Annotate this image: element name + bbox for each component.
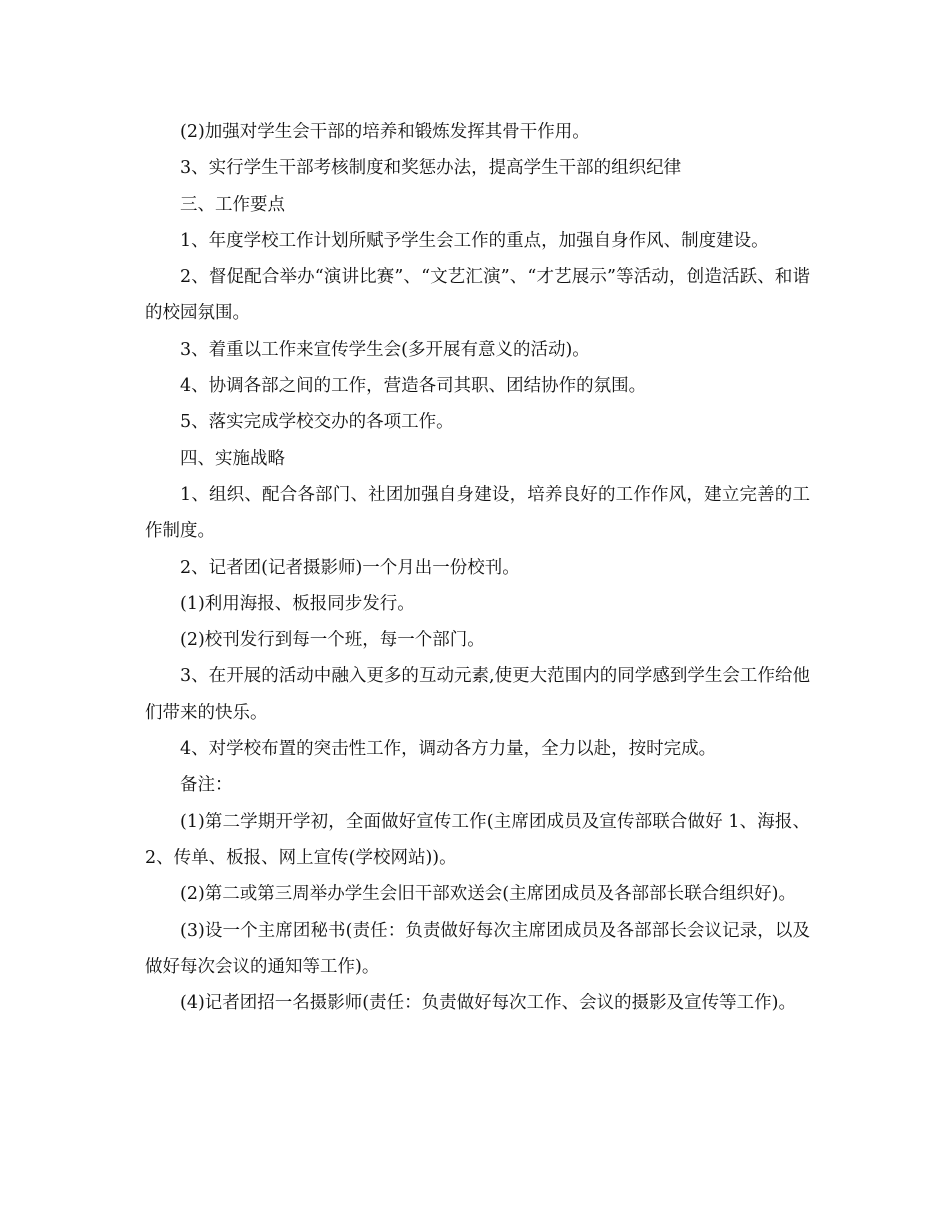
section-heading: 三、工作要点: [180, 194, 285, 215]
paragraph: (2)加强对学生会干部的培养和锻炼发挥其骨干作用。: [180, 122, 590, 142]
paragraph: 1、年度学校工作计划所赋予学生会工作的重点，加强自身作风、制度建设。: [180, 230, 769, 251]
paragraph: (4)记者团招一名摄影师(责任：负责做好每次工作、会议的摄影及宣传等工作)。: [180, 993, 796, 1014]
paragraph: 3、在开展的活动中融入更多的互动元素,使更大范围内的同学感到学生会工作给他们带来的快乐。: [145, 666, 810, 723]
paragraph: (3)设一个主席团秘书(责任：负责做好每次主席团成员及各部部长会议记录，以及做好每次会议的通知等工作)。: [145, 920, 810, 977]
paragraph: 2、督促配合举办“演讲比赛”、“文艺汇演”、“才艺展示”等活动，创造活跃、和谐的校园氛围。: [145, 267, 810, 324]
notes-heading: 备注：: [180, 775, 233, 796]
paragraph: 4、协调各部之间的工作，营造各司其职、团结协作的氛围。: [180, 376, 647, 397]
paragraph: 1、组织、配合各部门、社团加强自身建设，培养良好的工作作风，建立完善的工作制度。: [145, 484, 810, 542]
paragraph: (2)第二或第三周举办学生会旧干部欢送会(主席团成员及各部部长联合组织好)。: [180, 884, 796, 905]
paragraph: (1)利用海报、板报同步发行。: [180, 593, 415, 614]
document-body: [145, 114, 810, 1021]
paragraph: 5、落实完成学校交办的各项工作。: [180, 412, 454, 433]
paragraph: 4、对学校布置的突击性工作，调动各方力量，全力以赴，按时完成。: [180, 739, 717, 760]
paragraph: 3、着重以工作来宣传学生会(多开展有意义的活动)。: [180, 339, 590, 360]
paragraph: (1)第二学期开学初，全面做好宣传工作(主席团成员及宣传部联合做好 1、海报、2、传单、板报、网上宣传(学校网站))。: [145, 811, 810, 868]
paragraph: 3、实行学生干部考核制度和奖惩办法，提高学生干部的组织纪律: [180, 158, 682, 179]
section-heading: 四、实施战略: [180, 448, 285, 469]
paragraph: (2)校刊发行到每一个班，每一个部门。: [180, 630, 485, 651]
paragraph: 2、记者团(记者摄影师)一个月出一份校刊。: [180, 557, 520, 578]
